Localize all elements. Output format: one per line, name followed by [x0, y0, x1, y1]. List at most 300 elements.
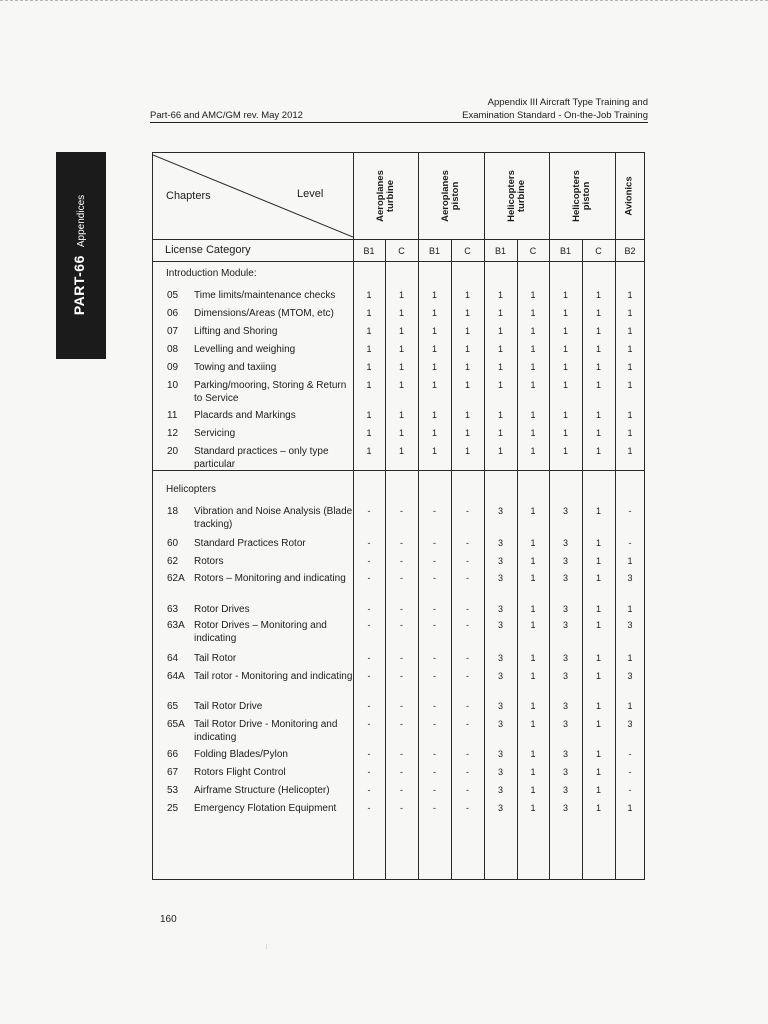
- chapter-number: 11: [167, 410, 178, 421]
- level-cell: 1: [595, 604, 601, 614]
- level-cell: 1: [595, 326, 601, 336]
- scan-top-edge: [0, 0, 768, 5]
- level-cell: -: [400, 573, 403, 583]
- aircraft-group-header: [353, 157, 418, 235]
- level-cell: 1: [366, 410, 372, 420]
- level-cell: 1: [530, 326, 536, 336]
- level-cell: 1: [497, 380, 503, 390]
- aircraft-group-line1: Aeroplanes: [440, 170, 451, 222]
- chapter-number: 18: [167, 506, 179, 517]
- header-appendix-line1: Appendix III Aircraft Type Training and: [487, 97, 648, 108]
- level-cell: 1: [595, 719, 601, 729]
- level-cell: -: [433, 785, 436, 795]
- level-cell: -: [466, 506, 469, 516]
- chapter-number: 10: [167, 380, 179, 391]
- chapter-number: 20: [167, 446, 179, 457]
- level-cell: 1: [431, 362, 437, 372]
- level-cell: 3: [497, 604, 503, 614]
- level-cell: 1: [398, 380, 404, 390]
- aircraft-group-header: [549, 157, 615, 235]
- level-cell: 1: [562, 290, 568, 300]
- license-category-cell: B1: [428, 246, 440, 256]
- level-cell: 1: [530, 446, 536, 456]
- header-regulation: Part-66 and AMC/GM rev. May 2012: [150, 110, 303, 121]
- license-category-cell: C: [398, 246, 405, 256]
- level-cell: 1: [595, 380, 601, 390]
- level-cell: -: [433, 620, 436, 630]
- level-cell: -: [400, 653, 403, 663]
- level-cell: 1: [366, 344, 372, 354]
- chapter-number: 25: [167, 803, 179, 814]
- level-cell: 1: [595, 620, 601, 630]
- level-cell: 3: [562, 573, 568, 583]
- level-cell: 3: [562, 749, 568, 759]
- level-cell: 1: [627, 308, 633, 318]
- chapter-title: Standard Practices Rotor: [194, 538, 306, 549]
- chapter-title: Rotors Flight Control: [194, 767, 286, 778]
- level-cell: 1: [627, 556, 633, 566]
- aircraft-group-header: [615, 157, 645, 235]
- level-cell: -: [367, 620, 371, 630]
- chapter-title: Lifting and Shoring: [194, 326, 278, 337]
- level-cell: 1: [464, 410, 470, 420]
- level-cell: 1: [627, 803, 633, 813]
- chapter-title: Levelling and weighing: [194, 344, 296, 355]
- level-cell: 1: [627, 701, 633, 711]
- side-tab-part: PART-66: [71, 255, 87, 316]
- level-cell: 1: [595, 749, 601, 759]
- license-category-cell: B2: [624, 246, 636, 256]
- chapter-number: 65: [167, 701, 179, 712]
- level-cell: 1: [398, 290, 404, 300]
- level-cell: 1: [530, 604, 536, 614]
- level-cell: 1: [366, 446, 372, 456]
- aircraft-group-label: [441, 170, 461, 222]
- level-cell: -: [466, 653, 469, 663]
- level-cell: 1: [595, 344, 601, 354]
- chapter-number: 64A: [167, 671, 185, 682]
- chapter-title: Servicing: [194, 428, 236, 439]
- chapter-title: Dimensions/Areas (MTOM, etc): [194, 308, 334, 319]
- scan-mark: [266, 944, 267, 949]
- chapter-number: 62: [167, 556, 179, 567]
- level-cell: -: [466, 701, 469, 711]
- level-cell: -: [367, 671, 371, 681]
- level-cell: -: [466, 556, 469, 566]
- level-cell: 1: [595, 538, 601, 548]
- level-cell: 3: [562, 653, 568, 663]
- level-cell: 1: [464, 446, 470, 456]
- level-cell: 3: [627, 671, 633, 681]
- level-cell: 3: [497, 653, 503, 663]
- level-cell: -: [433, 506, 436, 516]
- level-cell: 1: [398, 344, 404, 354]
- level-cell: 1: [497, 308, 503, 318]
- level-cell: 3: [562, 719, 568, 729]
- level-cell: 1: [431, 446, 437, 456]
- level-cell: -: [367, 767, 371, 777]
- chapter-title: Standard practices – only type particular: [194, 446, 329, 470]
- level-cell: -: [400, 749, 403, 759]
- level-cell: 1: [398, 362, 404, 372]
- level-cell: 1: [627, 344, 633, 354]
- level-cell: 1: [595, 803, 601, 813]
- training-level-table: [152, 152, 645, 880]
- license-row-separator: [153, 261, 644, 262]
- level-cell: 1: [530, 620, 536, 630]
- chapter-title: Towing and taxiing: [194, 362, 277, 373]
- level-cell: 1: [562, 344, 568, 354]
- aircraft-group-line1: Helicopters: [571, 170, 582, 222]
- level-cell: 3: [497, 671, 503, 681]
- level-cell: -: [400, 701, 403, 711]
- level-cell: 3: [562, 506, 568, 516]
- level-cell: 1: [431, 428, 437, 438]
- level-cell: 1: [595, 506, 601, 516]
- header-separator: [153, 239, 644, 240]
- level-cell: 1: [530, 701, 536, 711]
- level-cell: -: [400, 604, 403, 614]
- level-cell: -: [400, 506, 403, 516]
- aircraft-group-line2: piston: [581, 181, 592, 211]
- level-cell: 3: [562, 785, 568, 795]
- aircraft-group-line1: Aeroplanes: [374, 170, 386, 222]
- level-cell: 1: [627, 428, 633, 438]
- level-cell: 1: [595, 767, 601, 777]
- level-cell: 1: [595, 671, 601, 681]
- level-cell: 1: [431, 326, 437, 336]
- chapter-number: 64: [167, 653, 179, 664]
- level-cell: 1: [398, 308, 404, 318]
- level-cell: 1: [595, 573, 601, 583]
- level-cell: 1: [530, 803, 536, 813]
- level-cell: 1: [595, 428, 601, 438]
- chapter-number: 09: [167, 362, 179, 373]
- level-cell: -: [433, 538, 436, 548]
- level-cell: 1: [530, 785, 536, 795]
- chapter-number: 53: [167, 785, 179, 796]
- level-cell: -: [367, 803, 371, 813]
- chapter-number: 63A: [167, 620, 185, 631]
- level-cell: 3: [562, 556, 568, 566]
- level-cell: 3: [497, 701, 503, 711]
- level-cell: 1: [497, 344, 503, 354]
- level-cell: -: [433, 556, 436, 566]
- level-cell: 3: [562, 767, 568, 777]
- aircraft-group-label: [376, 170, 396, 222]
- side-tab-appendices: Appendices: [76, 194, 87, 248]
- corner-chapters-label: Chapters: [166, 190, 211, 202]
- level-cell: 1: [627, 290, 633, 300]
- level-cell: -: [367, 701, 371, 711]
- level-cell: -: [466, 719, 469, 729]
- level-cell: 1: [530, 719, 536, 729]
- level-cell: -: [466, 620, 469, 630]
- level-cell: 1: [497, 362, 503, 372]
- level-cell: 1: [595, 556, 601, 566]
- level-cell: -: [433, 719, 436, 729]
- level-cell: 1: [366, 308, 372, 318]
- level-cell: 1: [366, 362, 372, 372]
- aircraft-group-line2: turbine: [384, 179, 396, 213]
- license-category-cell: C: [595, 246, 602, 256]
- level-cell: 1: [595, 308, 601, 318]
- level-cell: 3: [562, 604, 568, 614]
- level-cell: -: [400, 556, 403, 566]
- level-cell: 1: [431, 308, 437, 318]
- aircraft-group-label: [572, 170, 592, 222]
- level-cell: 3: [497, 749, 503, 759]
- level-cell: -: [433, 604, 436, 614]
- level-cell: -: [433, 653, 436, 663]
- level-cell: 1: [464, 308, 470, 318]
- level-cell: -: [367, 573, 371, 583]
- chapter-title: Vibration and Noise Analysis (Blade tracking): [194, 506, 353, 530]
- level-cell: -: [466, 767, 469, 777]
- level-cell: 1: [497, 326, 503, 336]
- level-cell: -: [466, 749, 469, 759]
- aircraft-group-header: [484, 157, 549, 235]
- level-cell: 1: [366, 428, 372, 438]
- level-cell: -: [433, 701, 436, 711]
- chapter-title: Tail Rotor Drive - Monitoring and indicating: [194, 719, 338, 743]
- level-cell: 1: [530, 308, 536, 318]
- level-cell: 3: [562, 803, 568, 813]
- level-cell: 1: [464, 290, 470, 300]
- chapter-number: 67: [167, 767, 179, 778]
- corner-level-label: Level: [297, 188, 324, 200]
- level-cell: 1: [497, 446, 503, 456]
- level-cell: -: [433, 671, 436, 681]
- level-cell: -: [367, 506, 371, 516]
- level-cell: -: [367, 785, 371, 795]
- license-category-cell: C: [529, 246, 537, 256]
- section-title: Introduction Module:: [166, 268, 257, 279]
- license-category-cell: B1: [363, 246, 375, 256]
- level-cell: 1: [562, 308, 568, 318]
- chapter-number: 60: [167, 538, 179, 549]
- level-cell: 1: [464, 380, 470, 390]
- level-cell: 3: [497, 538, 503, 548]
- chapter-number: 12: [167, 428, 179, 439]
- side-tab-label: [71, 195, 89, 315]
- aircraft-group-label: [507, 170, 527, 222]
- level-cell: 1: [497, 410, 503, 420]
- chapter-title: Rotor Drives: [194, 604, 250, 615]
- level-cell: -: [400, 538, 403, 548]
- level-cell: 1: [595, 701, 601, 711]
- level-cell: 1: [497, 290, 503, 300]
- level-cell: 3: [562, 671, 568, 681]
- section-title: Helicopters: [166, 484, 217, 495]
- license-category-cell: B1: [494, 246, 506, 256]
- level-cell: 1: [627, 653, 633, 663]
- level-cell: 1: [431, 380, 437, 390]
- level-cell: 1: [627, 410, 633, 420]
- level-cell: -: [400, 671, 403, 681]
- level-cell: 1: [530, 428, 536, 438]
- level-cell: -: [367, 604, 371, 614]
- level-cell: 1: [562, 428, 568, 438]
- level-cell: 1: [627, 362, 633, 372]
- chapter-number: 63: [167, 604, 179, 615]
- level-cell: 3: [562, 538, 568, 548]
- level-cell: -: [628, 506, 632, 516]
- level-cell: -: [466, 573, 469, 583]
- level-cell: 1: [562, 326, 568, 336]
- level-cell: 1: [562, 380, 568, 390]
- level-cell: 1: [530, 380, 536, 390]
- level-cell: 1: [530, 767, 536, 777]
- chapter-title: Tail Rotor: [194, 653, 237, 664]
- level-cell: 1: [530, 653, 536, 663]
- level-cell: 1: [530, 290, 536, 300]
- level-cell: 3: [627, 719, 633, 729]
- level-cell: 1: [464, 428, 470, 438]
- level-cell: -: [466, 671, 469, 681]
- level-cell: 1: [530, 538, 536, 548]
- chapter-title: Tail Rotor Drive: [194, 701, 263, 712]
- level-cell: 1: [366, 290, 372, 300]
- level-cell: -: [400, 767, 403, 777]
- level-cell: -: [628, 749, 632, 759]
- level-cell: -: [466, 538, 469, 548]
- level-cell: -: [367, 653, 371, 663]
- level-cell: -: [628, 767, 632, 777]
- level-cell: 1: [398, 326, 404, 336]
- level-cell: -: [628, 785, 632, 795]
- level-cell: 1: [464, 326, 470, 336]
- level-cell: 1: [595, 653, 601, 663]
- chapter-title: Rotors – Monitoring and indicating: [194, 573, 346, 584]
- level-cell: 3: [497, 573, 503, 583]
- aircraft-group-line2: turbine: [515, 179, 527, 213]
- level-cell: 1: [464, 362, 470, 372]
- chapter-number: 06: [167, 308, 179, 319]
- level-cell: 1: [595, 290, 601, 300]
- chapter-title: Parking/mooring, Storing & Return to Service: [194, 380, 347, 404]
- header-appendix-title: [462, 96, 648, 122]
- level-cell: -: [466, 785, 469, 795]
- level-cell: 3: [627, 573, 633, 583]
- level-cell: 1: [530, 410, 536, 420]
- level-cell: 1: [530, 749, 536, 759]
- level-cell: 3: [562, 620, 568, 630]
- aircraft-group-line1: Helicopters: [505, 170, 517, 222]
- level-cell: 1: [431, 344, 437, 354]
- level-cell: 1: [595, 410, 601, 420]
- aircraft-group-line1: Avionics: [624, 176, 635, 216]
- chapter-title: Tail rotor - Monitoring and indicating: [194, 671, 353, 682]
- chapter-number: 07: [167, 326, 179, 337]
- level-cell: -: [400, 620, 403, 630]
- level-cell: -: [433, 767, 436, 777]
- level-cell: -: [367, 719, 371, 729]
- level-cell: 3: [627, 620, 633, 630]
- chapter-number: 66: [167, 749, 179, 760]
- level-cell: 3: [497, 785, 503, 795]
- page-number: 160: [160, 914, 177, 925]
- chapter-title: Airframe Structure (Helicopter): [194, 785, 330, 796]
- level-cell: 1: [627, 326, 633, 336]
- level-cell: -: [400, 785, 403, 795]
- level-cell: 3: [562, 701, 568, 711]
- level-cell: -: [367, 556, 371, 566]
- level-cell: 1: [627, 380, 633, 390]
- level-cell: 1: [398, 410, 404, 420]
- level-cell: 3: [497, 556, 503, 566]
- level-cell: 1: [431, 290, 437, 300]
- chapter-title: Folding Blades/Pylon: [194, 749, 288, 760]
- header-appendix-line2: Examination Standard - On-the-Job Training: [462, 110, 648, 121]
- level-cell: 1: [530, 556, 536, 566]
- header-rule: [150, 122, 648, 123]
- level-cell: -: [400, 803, 403, 813]
- level-cell: 1: [562, 446, 568, 456]
- level-cell: 1: [530, 362, 536, 372]
- level-cell: 1: [627, 446, 633, 456]
- level-cell: 1: [595, 362, 601, 372]
- level-cell: 1: [398, 446, 404, 456]
- level-cell: 3: [497, 803, 503, 813]
- level-cell: 1: [497, 428, 503, 438]
- level-cell: -: [433, 573, 436, 583]
- chapter-title: Emergency Flotation Equipment: [194, 803, 337, 814]
- aircraft-group-header: [418, 157, 484, 235]
- level-cell: 1: [595, 785, 601, 795]
- level-cell: 1: [431, 410, 437, 420]
- level-cell: 1: [366, 326, 372, 336]
- level-cell: -: [433, 749, 436, 759]
- level-cell: 1: [627, 604, 633, 614]
- chapter-number: 05: [167, 290, 179, 301]
- level-cell: 1: [530, 344, 536, 354]
- level-cell: 1: [464, 344, 470, 354]
- level-cell: 1: [595, 446, 601, 456]
- level-cell: 1: [530, 573, 536, 583]
- chapter-title: Rotors: [194, 556, 224, 567]
- chapter-title: Placards and Markings: [194, 410, 296, 421]
- level-cell: 1: [366, 380, 372, 390]
- license-category-label: License Category: [165, 244, 251, 256]
- chapter-number: 65A: [167, 719, 185, 730]
- level-cell: 1: [530, 506, 536, 516]
- license-category-cell: C: [464, 246, 471, 256]
- level-cell: -: [367, 538, 371, 548]
- level-cell: -: [433, 803, 436, 813]
- chapter-number: 62A: [167, 573, 185, 584]
- level-cell: -: [367, 749, 371, 759]
- level-cell: 3: [497, 767, 503, 777]
- chapter-title: Rotor Drives – Monitoring and indicating: [194, 620, 327, 644]
- level-cell: 3: [497, 506, 503, 516]
- level-cell: 1: [562, 410, 568, 420]
- level-cell: -: [466, 803, 469, 813]
- level-cell: 1: [562, 362, 568, 372]
- level-cell: 1: [530, 671, 536, 681]
- level-cell: 1: [398, 428, 404, 438]
- aircraft-group-line2: piston: [450, 181, 461, 211]
- level-cell: -: [400, 719, 403, 729]
- level-cell: -: [628, 538, 632, 548]
- level-cell: 3: [497, 719, 503, 729]
- level-cell: -: [466, 604, 469, 614]
- aircraft-group-label: [625, 176, 635, 215]
- chapter-title: Time limits/maintenance checks: [194, 290, 336, 301]
- license-category-cell: B1: [559, 246, 571, 256]
- level-cell: 3: [497, 620, 503, 630]
- chapter-number: 08: [167, 344, 179, 355]
